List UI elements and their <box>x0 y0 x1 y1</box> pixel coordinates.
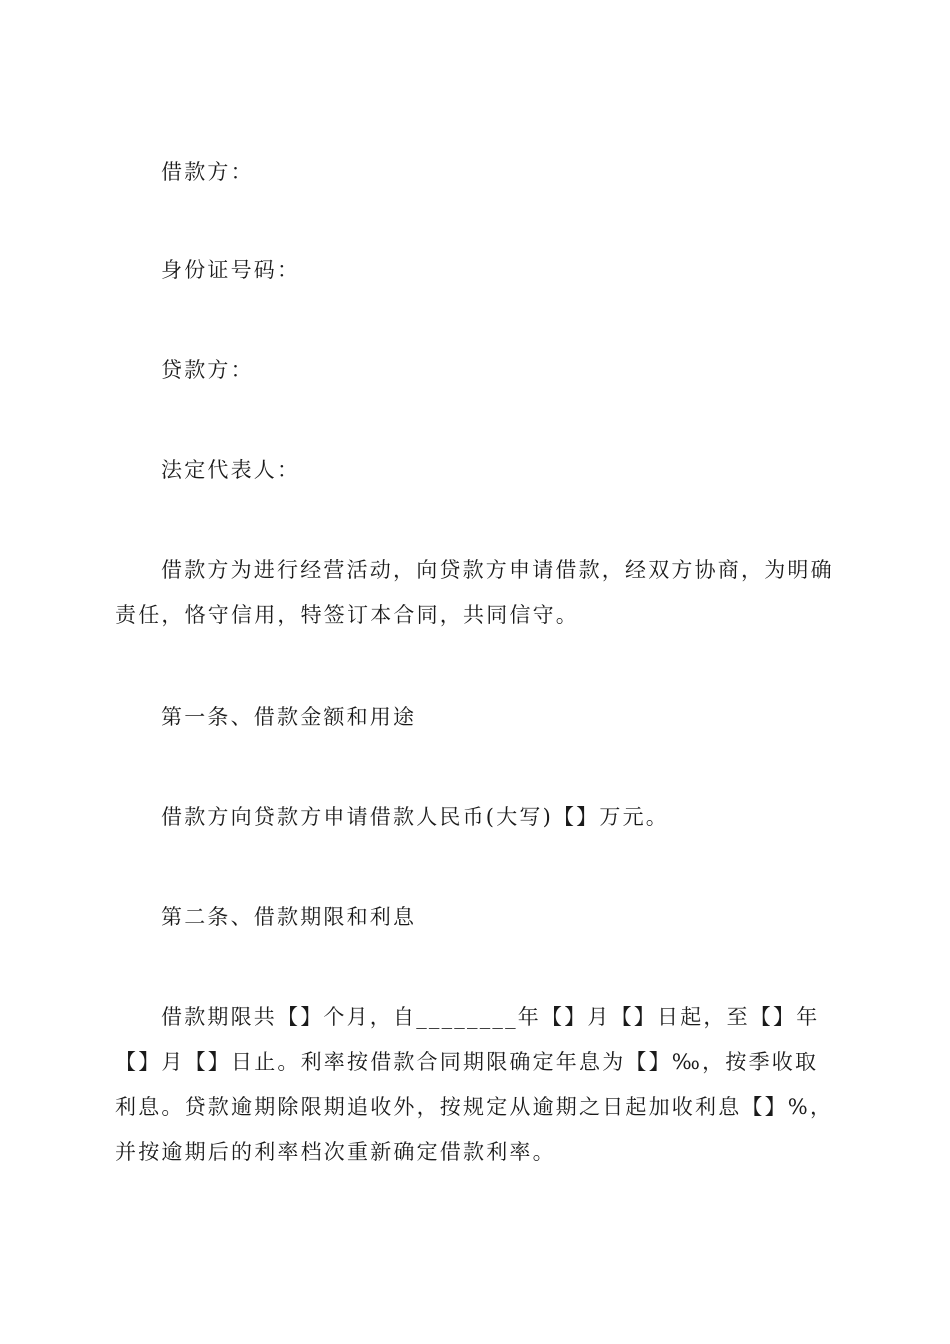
article-1-body: 借款方向贷款方申请借款人民币(大写)【】万元。 <box>161 805 669 829</box>
article-2-body: 借款期限共【】个月，自________年【】月【】日起，至【】年【】月【】日止。利率按借款合同期限确定年息为【】‰，按季收取利息。贷款逾期除限期追收外，按规定从逾期之日起加收利息【】%，并按逾期后的利率档次重新确定借款利率。 <box>115 1005 834 1164</box>
article-1-heading: 第一条、借款金额和用途 <box>161 705 417 729</box>
article-2-heading: 第二条、借款期限和利息 <box>161 905 417 929</box>
preamble-paragraph: 借款方为进行经营活动，向贷款方申请借款，经双方协商，为明确责任，恪守信用，特签订本合同，共同信守。 <box>115 558 834 627</box>
legal-representative-label: 法定代表人： <box>161 458 301 482</box>
lender-label: 贷款方： <box>161 358 254 382</box>
borrower-label: 借款方： <box>161 160 254 184</box>
id-number-label: 身份证号码： <box>161 258 301 282</box>
